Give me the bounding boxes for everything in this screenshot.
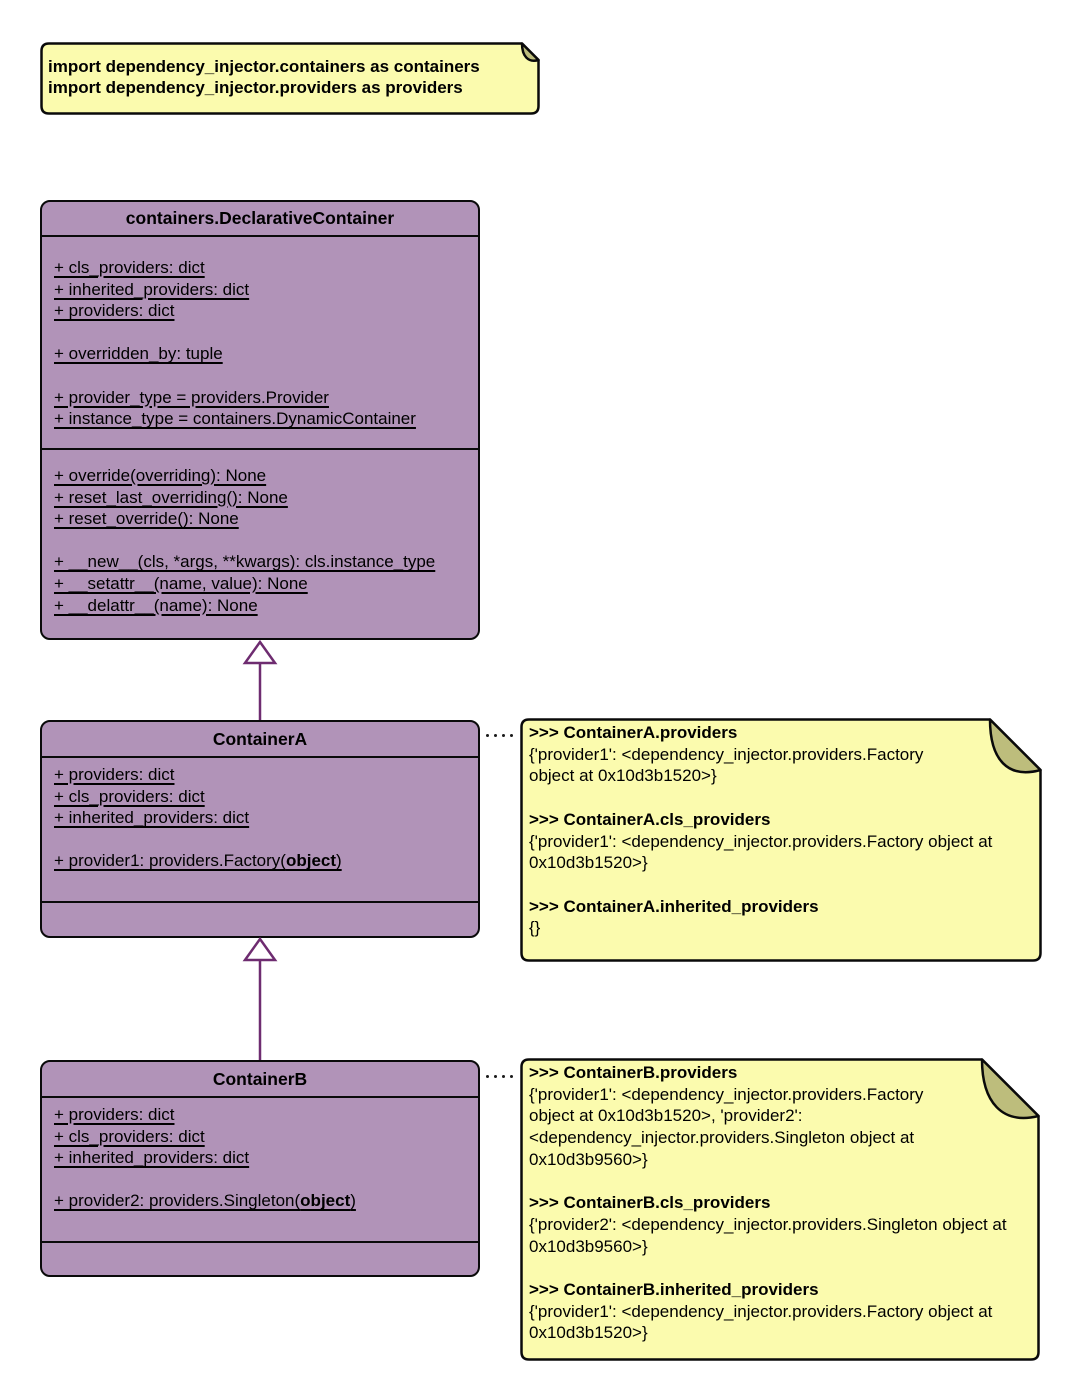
text-line: >>> ContainerB.inherited_providers — [529, 1280, 819, 1299]
text-line — [54, 365, 470, 387]
text-line: 0x10d3b9560>} — [529, 1149, 648, 1169]
containera-output-text — [529, 722, 1036, 939]
text-line — [529, 874, 1036, 896]
text-line: {'provider1': <dependency_injector.providers.Factory object at — [529, 1301, 993, 1321]
text-line: >>> ContainerB.cls_providers — [529, 1193, 771, 1213]
import-note — [40, 42, 540, 115]
text-line: + instance_type = containers.DynamicContainer — [54, 409, 416, 429]
text-line: + providers: dict — [54, 301, 175, 321]
text-line — [529, 1257, 1034, 1279]
text-line: + provider1: providers.Factory(object) — [54, 851, 342, 871]
text-line: >>> ContainerA.cls_providers — [529, 809, 771, 829]
text-line: + __new__(cls, *args, **kwargs): cls.instance_type — [54, 552, 436, 572]
class-declarative-container — [40, 200, 480, 640]
text-line: object at 0x10d3b1520>} — [529, 766, 717, 786]
class-title: ContainerB — [42, 1062, 478, 1098]
text-line — [529, 1171, 1034, 1193]
text-line — [54, 322, 470, 344]
inheritance-arrow-containerb — [243, 937, 277, 1060]
methods-compartment — [42, 450, 478, 638]
methods-compartment — [42, 1243, 478, 1275]
text-line: + providers: dict — [54, 1105, 175, 1124]
text-line: + inherited_providers: dict — [54, 808, 250, 828]
class-container-a — [40, 720, 480, 938]
text-line: import dependency_injector.providers as providers — [48, 78, 463, 97]
text-line: object at 0x10d3b1520>, 'provider2': — [529, 1106, 803, 1126]
text-line: + cls_providers: dict — [54, 786, 205, 806]
text-line: + provider_type = providers.Provider — [54, 387, 329, 407]
text-line: 0x10d3b1520>} — [529, 853, 648, 873]
text-line: + providers: dict — [54, 765, 175, 784]
text-line: + inherited_providers: dict — [54, 1148, 250, 1168]
text-line — [54, 1169, 470, 1191]
methods-compartment — [42, 903, 478, 936]
text-line — [54, 530, 470, 552]
text-line: {} — [529, 918, 541, 938]
text-line: 0x10d3b9560>} — [529, 1236, 648, 1256]
text-line: >>> ContainerA.inherited_providers — [529, 896, 819, 916]
text-line — [54, 829, 470, 851]
text-line: + cls_providers: dict — [54, 258, 205, 277]
text-line: + provider2: providers.Singleton(object) — [54, 1191, 356, 1211]
text-line: {'provider1': <dependency_injector.providers.Factory — [529, 744, 924, 764]
attributes-compartment — [42, 237, 478, 450]
text-line: + __setattr__(name, value): None — [54, 573, 308, 593]
inheritance-arrow-containera — [243, 640, 277, 722]
note-connector-containera — [486, 734, 513, 737]
text-line: import dependency_injector.containers as containers — [48, 57, 480, 76]
text-line: 0x10d3b1520>} — [529, 1323, 648, 1343]
text-line: >>> ContainerA.providers — [529, 723, 738, 742]
attributes-compartment — [42, 758, 478, 903]
text-line: + __delattr__(name): None — [54, 595, 258, 615]
text-line: <dependency_injector.providers.Singleton object at — [529, 1128, 915, 1148]
text-line: + reset_last_overriding(): None — [54, 487, 288, 507]
note-connector-containerb — [486, 1075, 513, 1078]
text-line: {'provider2': <dependency_injector.providers.Singleton object at — [529, 1214, 1007, 1234]
text-line: + reset_override(): None — [54, 509, 239, 529]
containerb-output-text — [529, 1062, 1034, 1344]
text-line: + cls_providers: dict — [54, 1126, 205, 1146]
text-line: {'provider1': <dependency_injector.providers.Factory — [529, 1084, 924, 1104]
text-line: >>> ContainerB.providers — [529, 1063, 738, 1082]
text-line — [529, 787, 1036, 809]
attributes-compartment — [42, 1098, 478, 1243]
note-containera-output — [520, 718, 1042, 962]
class-container-b — [40, 1060, 480, 1277]
note-containerb-output — [520, 1058, 1040, 1361]
class-title: containers.DeclarativeContainer — [42, 202, 478, 237]
text-line: + overridden_by: tuple — [54, 344, 223, 364]
text-line: + override(overriding): None — [54, 466, 267, 485]
text-line: + inherited_providers: dict — [54, 279, 250, 299]
import-note-text — [48, 56, 534, 98]
text-line: {'provider1': <dependency_injector.providers.Factory object at — [529, 831, 993, 851]
class-title: ContainerA — [42, 722, 478, 758]
